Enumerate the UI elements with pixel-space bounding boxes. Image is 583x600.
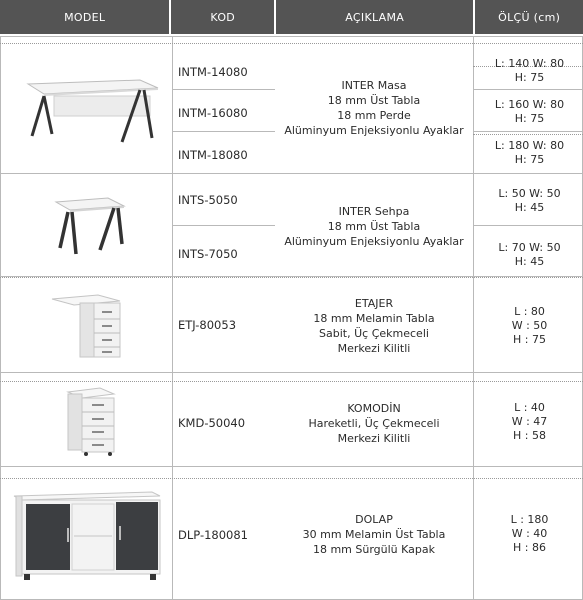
dim-line: H : 58 xyxy=(513,429,546,442)
row-divider xyxy=(0,173,583,174)
product-code: KMD-50040 xyxy=(178,415,246,430)
dimensions xyxy=(476,510,583,558)
product-code: ETJ-80053 xyxy=(178,317,237,332)
dolap-image xyxy=(12,488,162,584)
dim-line: H: 75 xyxy=(514,153,545,166)
product-description xyxy=(275,510,473,558)
dotted-guide xyxy=(0,277,583,278)
header-aciklama: AÇIKLAMA xyxy=(276,0,473,34)
dim-line: H : 86 xyxy=(513,541,546,554)
dim-line: H: 45 xyxy=(514,201,545,214)
dim-line: W : 47 xyxy=(511,415,548,428)
product-code: INTS-7050 xyxy=(178,246,238,261)
product-code: INTS-5050 xyxy=(178,192,238,207)
desc-line: INTER Masa xyxy=(341,79,407,92)
desc-line: 30 mm Melamin Üst Tabla xyxy=(302,527,446,541)
header-kod: KOD xyxy=(171,0,274,34)
product-description xyxy=(275,201,473,251)
desc-line: Alüminyum Enjeksiyonlu Ayaklar xyxy=(284,234,464,248)
row-divider xyxy=(0,36,583,37)
desc-line: 18 mm Üst Tabla xyxy=(327,94,421,107)
subrow-divider xyxy=(172,225,275,226)
desc-line: ETAJER xyxy=(354,297,394,310)
dim-line: H: 75 xyxy=(514,112,545,125)
inter-sehpa-image xyxy=(52,196,126,260)
desc-line: 18 mm Melamin Tabla xyxy=(313,312,435,325)
column-divider xyxy=(172,36,173,600)
product-code: INTM-14080 xyxy=(178,64,248,79)
desc-line: Merkezi Kilitli xyxy=(337,431,411,445)
table-border-left xyxy=(0,36,1,600)
dotted-guide xyxy=(0,381,583,382)
dim-line: H: 75 xyxy=(514,71,545,84)
desc-line: Alüminyum Enjeksiyonlu Ayaklar xyxy=(284,124,464,137)
row-divider xyxy=(0,372,583,373)
dim-line: L : 40 xyxy=(514,401,545,414)
dimensions xyxy=(476,238,583,272)
table-header xyxy=(0,0,583,34)
product-description xyxy=(275,294,473,358)
dim-line: L: 140 W: 80 xyxy=(494,57,565,70)
product-code: DLP-180081 xyxy=(178,527,248,542)
dimensions xyxy=(476,54,583,88)
header-model: MODEL xyxy=(0,0,169,34)
product-description xyxy=(275,399,473,447)
komodin-image xyxy=(64,386,116,458)
column-divider xyxy=(473,36,474,600)
desc-line: INTER Sehpa xyxy=(338,204,410,218)
dim-line: L: 50 W: 50 xyxy=(498,187,561,200)
dotted-guide xyxy=(0,43,583,44)
desc-line: Merkezi Kilitli xyxy=(337,342,411,355)
desc-line: DOLAP xyxy=(355,512,393,526)
dim-line: L : 80 xyxy=(514,305,545,318)
etajer-image xyxy=(50,291,124,361)
dimensions xyxy=(476,95,583,129)
subrow-divider xyxy=(473,131,583,132)
dim-line: L : 180 xyxy=(510,513,549,526)
dimensions xyxy=(476,398,583,446)
subrow-divider xyxy=(172,131,275,132)
dotted-guide xyxy=(0,478,583,479)
dim-line: H: 45 xyxy=(514,255,545,268)
desc-line: 18 mm Perde xyxy=(337,109,411,122)
dim-line: L: 160 W: 80 xyxy=(494,98,565,111)
dotted-guide xyxy=(473,134,583,135)
desc-line: Sabit, Üç Çekmeceli xyxy=(319,327,429,340)
dim-line: L: 70 W: 50 xyxy=(498,241,561,254)
subrow-divider xyxy=(473,225,583,226)
subrow-divider xyxy=(172,89,275,90)
dimensions xyxy=(476,302,583,350)
inter-masa-image xyxy=(20,76,160,146)
product-code: INTM-16080 xyxy=(178,105,248,120)
row-divider xyxy=(0,466,583,467)
dimensions xyxy=(476,136,583,170)
product-code: INTM-18080 xyxy=(178,147,248,162)
dimensions xyxy=(476,184,583,218)
desc-line: KOMODİN xyxy=(347,401,401,415)
header-olcu: ÖLÇÜ (cm) xyxy=(475,0,583,34)
product-description xyxy=(275,76,473,140)
dim-line: H : 75 xyxy=(513,333,546,346)
dim-line: W : 40 xyxy=(511,527,548,540)
desc-line: 18 mm Sürgülü Kapak xyxy=(312,542,436,556)
desc-line: 18 mm Üst Tabla xyxy=(327,219,421,233)
subrow-divider xyxy=(473,89,583,90)
dim-line: L: 180 W: 80 xyxy=(494,139,565,152)
product-table xyxy=(0,36,583,600)
desc-line: Hareketli, Üç Çekmeceli xyxy=(308,416,440,430)
dim-line: W : 50 xyxy=(511,319,548,332)
